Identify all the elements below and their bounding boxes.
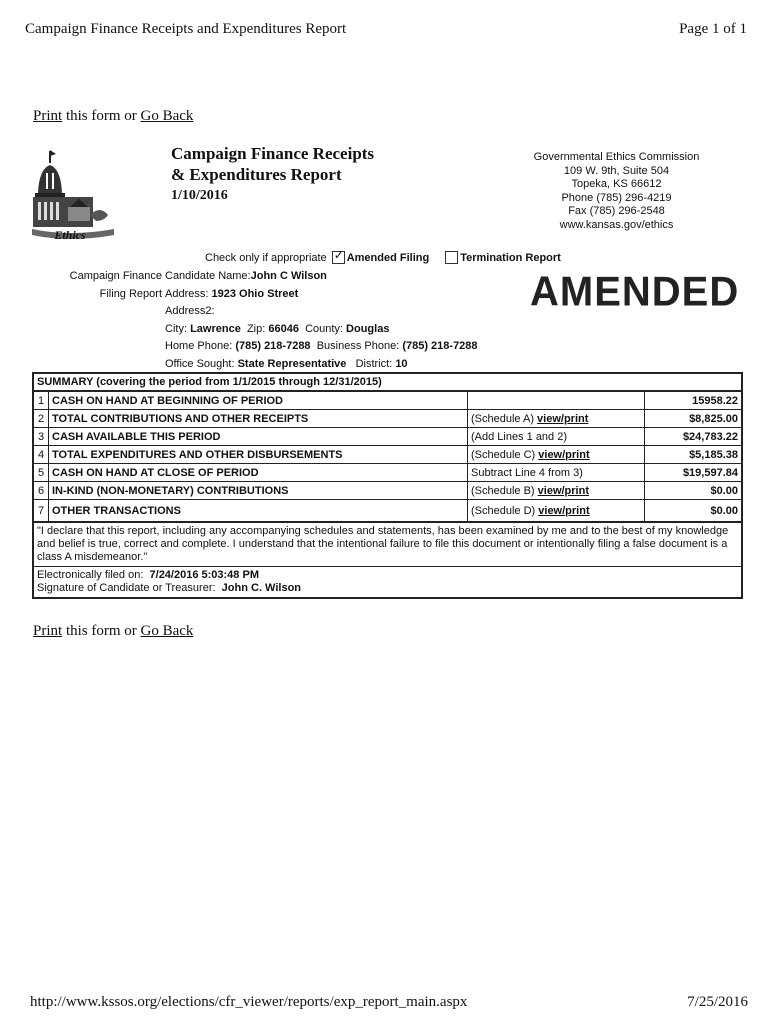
agency-name: Governmental Ethics Commission — [533, 151, 700, 163]
summary-row — [34, 464, 741, 482]
summary-line-amount: $24,783.22 — [645, 428, 742, 446]
candidate-name: John C Wilson — [250, 270, 327, 282]
summary-row — [34, 428, 741, 446]
summary-row — [34, 446, 741, 464]
candidate-office: State Representative — [237, 357, 347, 370]
termination-checkbox[interactable] — [445, 251, 458, 264]
nav-middle-text-bottom: this form or — [62, 623, 141, 639]
print-header-title: Campaign Finance Receipts and Expenditures Report — [25, 21, 347, 37]
city-label: City: — [165, 322, 187, 335]
report-title-line1: Campaign Finance Receipts — [171, 144, 375, 163]
filing-report-label — [64, 268, 162, 303]
summary-line-number: 4 — [34, 446, 49, 464]
summary-line-amount: $0.00 — [645, 500, 742, 522]
go-back-link[interactable]: Go Back — [140, 108, 194, 124]
district-label: District: — [355, 357, 393, 370]
schedule-label: Subtract Line 4 from 3) — [471, 466, 583, 479]
summary-line-description: TOTAL CONTRIBUTIONS AND OTHER RECEIPTS — [49, 410, 468, 428]
summary-row — [34, 410, 741, 428]
signature-value: John C. Wilson — [221, 582, 302, 594]
zip-label: Zip: — [246, 322, 266, 335]
amended-label: Amended Filing — [346, 251, 430, 264]
schedule-label: (Add Lines 1 and 2) — [471, 430, 568, 443]
view-print-link[interactable]: view/print — [538, 504, 590, 517]
summary-line-description: CASH AVAILABLE THIS PERIOD — [49, 428, 468, 446]
summary-line-description: IN-KIND (NON-MONETARY) CONTRIBUTIONS — [49, 482, 468, 500]
schedule-label: (Schedule B) — [471, 484, 538, 497]
summary-line-number: 5 — [34, 464, 49, 482]
agency-phone: Phone (785) 296-4219 — [561, 191, 672, 204]
print-header-page: Page 1 of 1 — [679, 21, 747, 37]
candidate-district: 10 — [395, 357, 408, 370]
summary-line-schedule — [468, 410, 645, 428]
summary-line-schedule — [468, 500, 645, 522]
address2-label: Address2: — [165, 305, 215, 317]
candidate-home-phone: (785) 218-7288 — [235, 340, 311, 352]
summary-row — [34, 500, 741, 522]
view-print-link[interactable]: view/print — [537, 412, 589, 425]
summary-line-description: CASH ON HAND AT CLOSE OF PERIOD — [49, 464, 468, 482]
candidate-info — [165, 268, 478, 373]
view-print-link[interactable]: view/print — [537, 484, 589, 497]
summary-table — [34, 391, 741, 522]
summary-line-number: 3 — [34, 428, 49, 446]
amended-stamp: AMENDED — [530, 268, 740, 316]
check-prompt: Check only if appropriate — [205, 251, 327, 264]
print-link[interactable]: Print — [33, 108, 63, 124]
filing-label-line1: Campaign Finance — [69, 270, 162, 282]
candidate-county: Douglas — [346, 322, 390, 335]
summary-box — [32, 372, 743, 599]
view-print-link[interactable]: view/print — [538, 448, 590, 461]
summary-line-amount: $5,185.38 — [645, 446, 742, 464]
candidate-address: 1923 Ohio Street — [211, 287, 299, 300]
nav-middle-text: this form or — [62, 108, 141, 124]
filing-label-line2: Filing Report — [99, 287, 162, 300]
summary-line-description: OTHER TRANSACTIONS — [49, 500, 468, 522]
summary-line-number: 6 — [34, 482, 49, 500]
summary-line-amount: 15958.22 — [645, 392, 742, 410]
candidate-city: Lawrence — [190, 322, 241, 335]
county-label: County: — [305, 322, 343, 335]
summary-line-description: CASH ON HAND AT BEGINNING OF PERIOD — [49, 392, 468, 410]
top-nav — [33, 108, 193, 125]
summary-row — [34, 482, 741, 500]
summary-line-schedule — [468, 446, 645, 464]
report-title-block — [171, 143, 374, 206]
summary-line-amount: $8,825.00 — [645, 410, 742, 428]
seal-text: Ethics — [54, 228, 86, 242]
summary-line-number: 1 — [34, 392, 49, 410]
signature-label: Signature of Candidate or Treasurer: — [37, 582, 216, 594]
schedule-label: (Schedule C) — [471, 448, 539, 461]
summary-line-schedule — [468, 464, 645, 482]
checkmark-icon: ✓ — [333, 248, 344, 262]
agency-web: www.kansas.gov/ethics — [559, 218, 674, 231]
summary-line-schedule — [468, 482, 645, 500]
agency-info — [520, 151, 713, 233]
home-phone-label: Home Phone: — [165, 340, 233, 352]
candidate-name-label: Candidate Name: — [165, 270, 251, 282]
business-phone-label: Business Phone: — [316, 340, 400, 352]
report-date: 1/10/2016 — [171, 188, 228, 203]
amended-checkbox[interactable] — [332, 248, 345, 264]
summary-line-description: TOTAL EXPENDITURES AND OTHER DISBURSEMENTS — [49, 446, 468, 464]
summary-line-number: 7 — [34, 500, 49, 522]
candidate-zip: 66046 — [268, 322, 299, 335]
summary-line-schedule — [468, 428, 645, 446]
summary-line-amount: $19,597.84 — [645, 464, 742, 482]
candidate-business-phone: (785) 218-7288 — [402, 340, 478, 352]
summary-line-amount: $0.00 — [645, 482, 742, 500]
termination-label: Termination Report — [460, 251, 561, 264]
go-back-link-bottom[interactable]: Go Back — [140, 623, 194, 639]
agency-street: 109 W. 9th, Suite 504 — [563, 164, 670, 177]
capitol-building-icon — [30, 145, 118, 245]
summary-line-number: 2 — [34, 410, 49, 428]
filing-info — [34, 566, 741, 597]
print-footer-url: http://www.kssos.org/elections/cfr_viewer/reports/exp_report_main.aspx — [30, 994, 468, 1010]
agency-fax: Fax (785) 296-2548 — [568, 205, 665, 218]
summary-row — [34, 392, 741, 410]
ethics-seal-logo — [30, 145, 118, 245]
address-label: Address: — [165, 287, 209, 300]
filing-type-checks — [205, 248, 561, 264]
summary-heading: SUMMARY (covering the period from 1/1/2015 through 12/31/2015) — [34, 374, 741, 391]
summary-line-schedule — [468, 392, 645, 410]
filed-label: Electronically filed on: — [37, 569, 144, 581]
print-link-bottom[interactable]: Print — [33, 623, 63, 639]
declaration-text: "I declare that this report, including any accompanying schedules and statements, has been examined by me and to the best of my knowledge and belief is true, correct and complete. I understand that the intentional failure to file this document or intentionally filing a false document is a class A misdemeanor." — [34, 522, 741, 566]
bottom-nav — [33, 623, 193, 640]
print-footer-date: 7/25/2016 — [687, 994, 748, 1010]
filed-value: 7/24/2016 5:03:48 PM — [149, 569, 259, 581]
schedule-label: (Schedule D) — [471, 504, 539, 517]
agency-city: Topeka, KS 66612 — [571, 178, 662, 191]
office-label: Office Sought: — [165, 357, 235, 370]
report-title-line2: & Expenditures Report — [171, 165, 342, 184]
schedule-label: (Schedule A) — [471, 412, 538, 425]
